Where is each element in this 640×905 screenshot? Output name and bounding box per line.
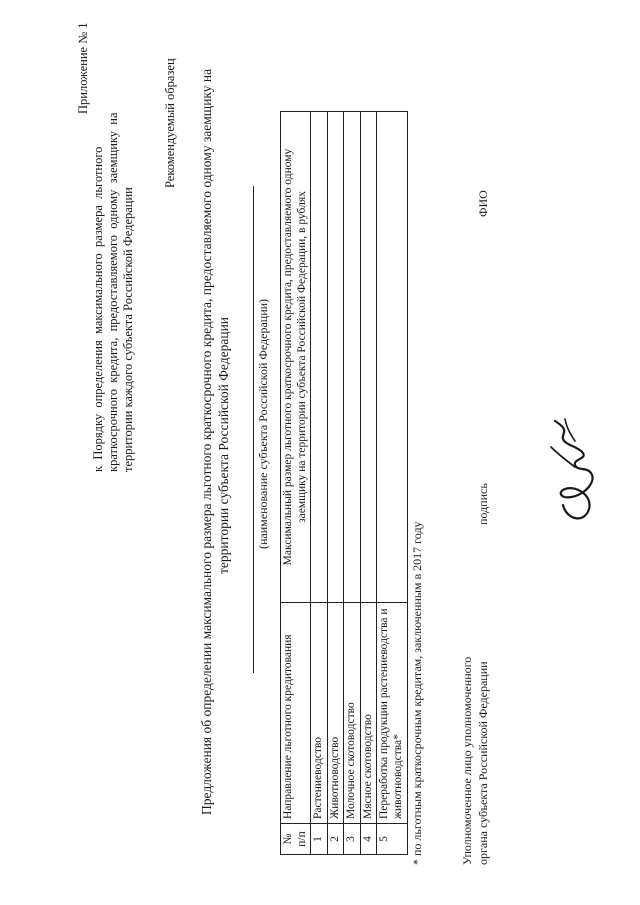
- header-max-amount-line-2: заемщику на территории субъекта Российской Федерации, в рублях: [295, 191, 308, 523]
- header-max-amount: [281, 112, 311, 603]
- row-direction: Мясное скотоводство: [360, 603, 377, 824]
- header-max-amount-line-1: Максимальный размер льготного краткосрочного кредита, предоставляемого одному: [282, 148, 294, 566]
- appendix-line-3: территории каждого субъекта Российской Федерации: [121, 187, 135, 472]
- row-number: 1: [311, 824, 328, 855]
- signatory-line-2: органа субъекта Российской Федерации: [476, 661, 490, 865]
- appendix-line-1: к Порядку определения максимального размера льготного: [91, 146, 105, 472]
- row-max-amount[interactable]: [311, 112, 328, 603]
- appendix-heading: Приложение № 1: [76, 22, 90, 114]
- row-max-amount[interactable]: [377, 112, 407, 603]
- region-name-line: [253, 186, 254, 673]
- row-direction: Переработка продукции растениеводства и животноводства*: [377, 603, 407, 824]
- row-max-amount[interactable]: [344, 112, 361, 603]
- row-direction: Растениеводство: [311, 603, 328, 824]
- row-direction: Животноводство: [327, 603, 344, 824]
- row-max-amount[interactable]: [360, 112, 377, 603]
- table-row: [377, 112, 407, 855]
- table-row: [360, 112, 377, 855]
- table-row: [344, 112, 361, 855]
- recommended-sample-label: Рекомендуемый образец: [163, 58, 177, 188]
- footnote: * по льготным краткосрочным кредитам, заключенным в 2017 году: [410, 521, 424, 865]
- row-number: 4: [360, 824, 377, 855]
- signature-label: подпись: [476, 483, 490, 525]
- row-max-amount[interactable]: [327, 112, 344, 603]
- header-number: № п/п: [281, 824, 311, 855]
- name-label: ФИО: [476, 190, 490, 217]
- row-number: 2: [327, 824, 344, 855]
- row-number: 3: [344, 824, 361, 855]
- header-direction: Направление льготного кредитования: [281, 603, 311, 824]
- row-number: 5: [377, 824, 407, 855]
- signatory-line-1: Уполномоченное лицо уполномоченного: [460, 656, 474, 865]
- region-name-caption: (наименование субъекта Российской Федерации): [256, 298, 270, 549]
- table-header-row: [281, 112, 311, 855]
- row-direction: Молочное скотоводство: [344, 603, 361, 824]
- document-title-line-1: Предложения об определении максимального размера льготного краткосрочного кредита, предоставляемого одному заемщику на: [199, 68, 214, 815]
- table-row: [311, 112, 328, 855]
- credit-limits-table: [280, 111, 408, 855]
- document-title-line-2: территории субъекта Российской Федерации: [216, 316, 231, 574]
- table-row: [327, 112, 344, 855]
- appendix-line-2: краткосрочного кредита, предоставляемого одному заемщику на: [106, 112, 120, 472]
- handwritten-signature: [545, 415, 615, 525]
